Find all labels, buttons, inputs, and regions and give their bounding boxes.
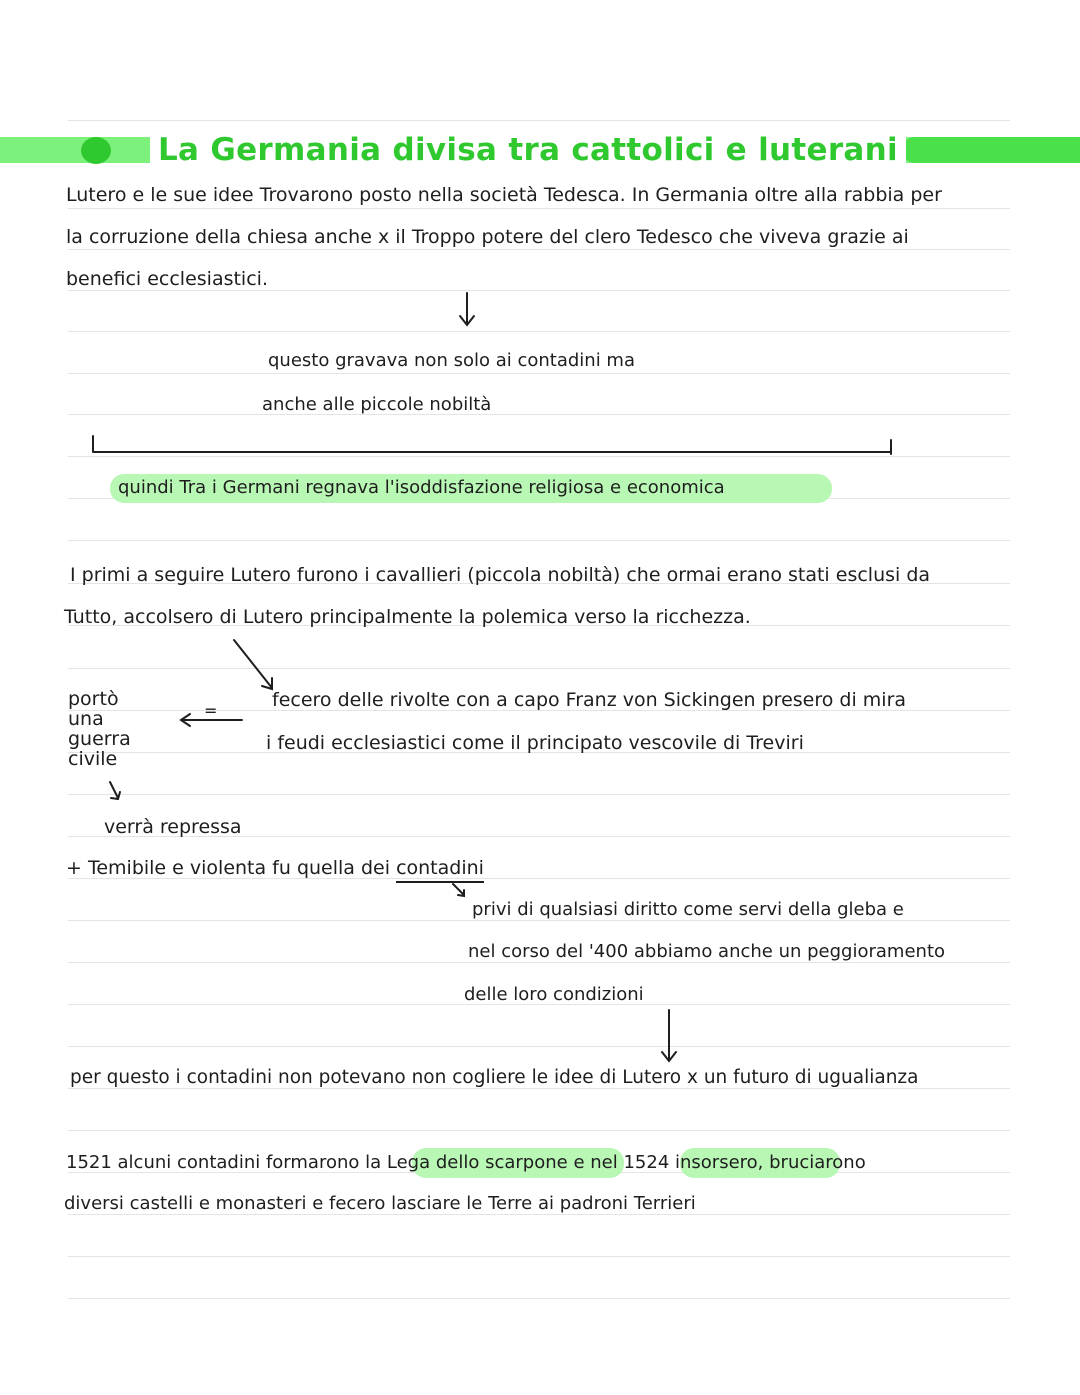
lega-scarpone-text: Lega dello scarpone	[386, 1152, 568, 1173]
ruled-line	[68, 208, 1010, 209]
peasants-note-line3: delle loro condizioni	[464, 984, 644, 1005]
ruled-line	[68, 120, 1010, 121]
revolt-line2: i feudi ecclesiastici come il principato vescovile di Treviri	[266, 732, 804, 754]
peasants-intro-prefix: + Temibile e violenta fu quella dei	[66, 857, 391, 879]
note1-line1: questo gravava non solo ai contadini ma	[268, 350, 635, 371]
peasants-intro	[66, 856, 484, 880]
title-bullet-dot	[81, 137, 111, 164]
ruled-line	[68, 794, 1010, 795]
ruled-line	[68, 249, 1010, 250]
civil-war-line3: guerra	[68, 728, 131, 750]
paragraph3-line1-b: e nel	[573, 1152, 618, 1173]
civil-war-line1: portò	[68, 688, 119, 710]
peasants-note-line1: privi di qualsiasi diritto come servi della gleba e	[472, 899, 904, 920]
peasants-intro-underlined: contadini	[396, 857, 484, 883]
arrow-down-long-icon	[656, 1006, 686, 1066]
note1-line2: anche alle piccole nobiltà	[262, 394, 492, 415]
ruled-line	[68, 373, 1010, 374]
ruled-line	[68, 1298, 1010, 1299]
equals-sign: =	[204, 701, 218, 720]
conclusion2-text: per questo i contadini non potevano non cogliere le idee di Lutero x un futuro di ugualianza	[70, 1067, 919, 1088]
arrow-diagonal-small-icon	[448, 880, 472, 902]
civil-war-line4: civile	[68, 748, 118, 770]
paragraph3-line1-a: 1521 alcuni contadini formarono la	[66, 1152, 382, 1173]
ruled-line	[68, 414, 1010, 415]
conclusion1-text: quindi Tra i Germani regnava l'isoddisfazione religiosa e economica	[118, 477, 725, 498]
paragraph3-line1	[66, 1151, 866, 1175]
insorsero-text: 1524 insorsero	[623, 1152, 758, 1173]
paragraph2-line2: Tutto, accolsero di Lutero principalmente la polemica verso la ricchezza.	[64, 606, 751, 628]
arrow-down-small-icon	[102, 778, 128, 804]
peasants-note-line2: nel corso del '400 abbiamo anche un peggioramento	[468, 941, 946, 962]
revolt-line1: fecero delle rivolte con a capo Franz von Sickingen presero di mira	[272, 689, 907, 711]
arrow-left-icon	[176, 710, 246, 730]
page-title: La Germania divisa tra cattolici e luterani	[158, 132, 898, 168]
civil-war-line2: una	[68, 708, 104, 730]
arrow-diagonal-icon	[228, 636, 278, 694]
ruled-line	[68, 1046, 1010, 1047]
paragraph1-line2: la corruzione della chiesa anche x il Troppo potere del clero Tedesco che viveva grazie ai	[66, 226, 909, 248]
title-container	[150, 129, 906, 171]
ruled-line	[68, 1256, 1010, 1257]
ruled-line	[68, 1130, 1010, 1131]
paragraph3-line1-c: , bruciarono	[757, 1152, 866, 1173]
ruled-line	[68, 331, 1010, 332]
paragraph3-line2: diversi castelli e monasteri e fecero lasciare le Terre ai padroni Terrieri	[64, 1193, 696, 1214]
ruled-line	[68, 668, 1010, 669]
paragraph2-line1: I primi a seguire Lutero furono i cavallieri (piccola nobiltà) che ormai erano stati esclusi da	[70, 564, 931, 586]
ruled-line	[68, 540, 1010, 541]
bracket-line	[86, 432, 901, 458]
paragraph1-line1: Lutero e le sue idee Trovarono posto nella società Tedesca. In Germania oltre alla rabbia per	[66, 184, 942, 206]
title-end-pill	[902, 137, 1080, 163]
arrow-down-icon	[452, 290, 482, 330]
repressed-text: verrà repressa	[104, 816, 242, 838]
paragraph1-line3: benefici ecclesiastici.	[66, 268, 268, 290]
